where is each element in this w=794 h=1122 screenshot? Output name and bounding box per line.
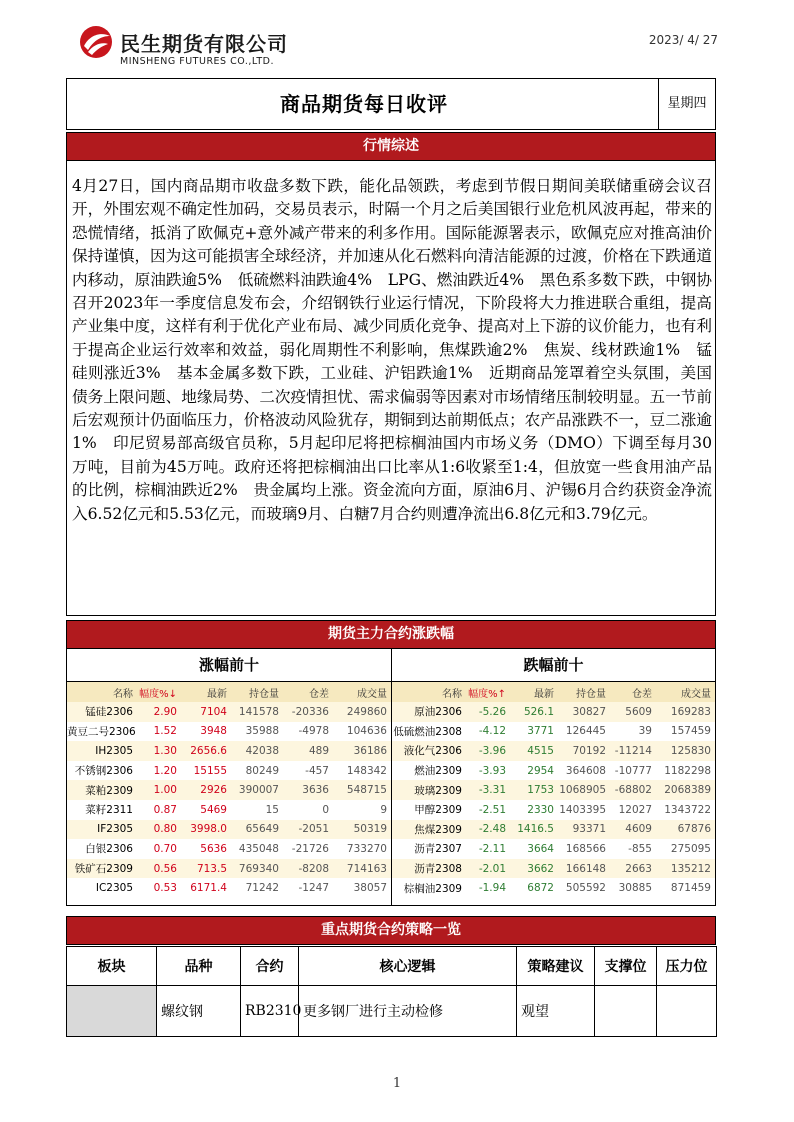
section-movers-header: 期货主力合约涨跌幅: [66, 620, 716, 649]
loser-row[interactable]: [392, 839, 715, 859]
gainer-last-price: 713.5: [181, 859, 231, 879]
loser-contract-name: 原油2306: [392, 702, 466, 722]
gainer-volume: 733270: [333, 839, 391, 859]
strategy-support-cell: [595, 986, 657, 1037]
loser-row[interactable]: [392, 878, 715, 898]
loser-change-pct: -3.96: [466, 741, 510, 761]
loser-volume: 157459: [656, 722, 715, 742]
strategy-commodity-cell: 螺纹钢: [157, 986, 241, 1037]
loser-last-price: 3771: [510, 722, 558, 742]
loser-oi-change: 2663: [610, 859, 656, 879]
gainer-row[interactable]: [67, 702, 391, 722]
gainer-contract-name: 不锈钢2306: [67, 761, 137, 781]
loser-open-interest: 1068905: [558, 780, 610, 800]
strategy-column-header: 合约: [241, 947, 299, 986]
loser-change-pct: -2.51: [466, 800, 510, 820]
gainer-change-pct: 2.90: [137, 702, 181, 722]
loser-volume: 1182298: [656, 761, 715, 781]
loser-change-pct: -2.48: [466, 820, 510, 840]
loser-volume: 2068389: [656, 780, 715, 800]
loser-change-pct: -1.94: [466, 878, 510, 898]
report-date: 2023/ 4/ 27: [648, 33, 718, 47]
gainer-last-price: 7104: [181, 702, 231, 722]
gainer-oi-change: -2051: [283, 820, 333, 840]
gainer-last-price: 6171.4: [181, 878, 231, 898]
gainer-row[interactable]: [67, 820, 391, 840]
gainer-oi-change: 489: [283, 741, 333, 761]
gainer-last-price: 3998.0: [181, 820, 231, 840]
strategy-column-header: 压力位: [657, 947, 717, 986]
loser-change-pct: -5.26: [466, 702, 510, 722]
gainer-volume: 104636: [333, 722, 391, 742]
gainer-volume: 9: [333, 800, 391, 820]
section-strategy-header: 重点期货合约策略一览: [66, 916, 716, 945]
loser-change-pct: -4.12: [466, 722, 510, 742]
loser-open-interest: 1403395: [558, 800, 610, 820]
loser-row[interactable]: [392, 780, 715, 800]
gainer-oi-change: -1247: [283, 878, 333, 898]
loser-oi-change: -855: [610, 839, 656, 859]
gainer-open-interest: 80249: [231, 761, 283, 781]
loser-open-interest: 126445: [558, 722, 610, 742]
gainer-open-interest: 35988: [231, 722, 283, 742]
gainer-row[interactable]: [67, 761, 391, 781]
gainer-open-interest: 141578: [231, 702, 283, 722]
loser-open-interest: 168566: [558, 839, 610, 859]
losers-panel: [392, 649, 715, 905]
loser-volume: 67876: [656, 820, 715, 840]
loser-row[interactable]: [392, 859, 715, 879]
loser-last-price: 6872: [510, 878, 558, 898]
loser-row[interactable]: [392, 741, 715, 761]
gainer-volume: 36186: [333, 741, 391, 761]
gainers-column-header[interactable]: 最新: [181, 682, 231, 702]
strategy-column-header: 核心逻辑: [299, 947, 517, 986]
loser-oi-change: -10777: [610, 761, 656, 781]
company-logo: [78, 24, 318, 74]
loser-last-price: 3664: [510, 839, 558, 859]
gainer-open-interest: 435048: [231, 839, 283, 859]
gainer-row[interactable]: [67, 722, 391, 742]
page-header: [0, 0, 794, 72]
losers-column-header[interactable]: 名称: [392, 682, 466, 702]
title-box: [66, 78, 716, 130]
loser-last-price: 1753: [510, 780, 558, 800]
gainer-open-interest: 15: [231, 800, 283, 820]
loser-contract-name: 棕榈油2309: [392, 878, 466, 898]
strategy-recommendation-cell: 观望: [517, 986, 595, 1037]
loser-contract-name: 燃油2309: [392, 761, 466, 781]
gainer-oi-change: -8208: [283, 859, 333, 879]
gainer-contract-name: IH2305: [67, 741, 137, 761]
loser-contract-name: 玻璃2309: [392, 780, 466, 800]
gainer-change-pct: 0.80: [137, 820, 181, 840]
gainer-volume: 249860: [333, 702, 391, 722]
loser-row[interactable]: [392, 761, 715, 781]
section-summary-header: 行情综述: [66, 132, 716, 161]
loser-oi-change: 30885: [610, 878, 656, 898]
loser-change-pct: -3.31: [466, 780, 510, 800]
loser-change-pct: -2.01: [466, 859, 510, 879]
gainer-open-interest: 42038: [231, 741, 283, 761]
loser-last-price: 2954: [510, 761, 558, 781]
loser-contract-name: 甲醇2309: [392, 800, 466, 820]
strategy-row: [67, 986, 717, 1037]
loser-volume: 871459: [656, 878, 715, 898]
loser-open-interest: 93371: [558, 820, 610, 840]
gainer-open-interest: 71242: [231, 878, 283, 898]
gainer-volume: 548715: [333, 780, 391, 800]
strategy-header-row: [67, 947, 717, 986]
loser-volume: 125830: [656, 741, 715, 761]
gainer-contract-name: 白银2306: [67, 839, 137, 859]
loser-volume: 135212: [656, 859, 715, 879]
strategy-column-header: 板块: [67, 947, 157, 986]
loser-last-price: 4515: [510, 741, 558, 761]
gainer-last-price: 5469: [181, 800, 231, 820]
gainer-change-pct: 0.87: [137, 800, 181, 820]
gainer-row[interactable]: [67, 800, 391, 820]
loser-oi-change: 39: [610, 722, 656, 742]
gainer-volume: 714163: [333, 859, 391, 879]
loser-row[interactable]: [392, 702, 715, 722]
loser-last-price: 1416.5: [510, 820, 558, 840]
movers-panel: [66, 648, 716, 906]
summary-box: [66, 160, 716, 616]
loser-contract-name: 沥青2308: [392, 859, 466, 879]
gainer-contract-name: 黄豆二号2306: [67, 722, 137, 742]
gainers-column-header[interactable]: 仓差: [283, 682, 333, 702]
page-title: 商品期货每日收评: [280, 92, 448, 116]
losers-column-header[interactable]: 最新: [510, 682, 558, 702]
strategy-column-header: 策略建议: [517, 947, 595, 986]
minsheng-logo-icon: [78, 24, 114, 60]
page-number: 1: [392, 1076, 402, 1091]
gainer-oi-change: 0: [283, 800, 333, 820]
gainer-last-price: 2656.6: [181, 741, 231, 761]
strategy-resistance-cell: [657, 986, 717, 1037]
strategy-core-logic-cell: 更多钢厂进行主动检修: [299, 986, 517, 1037]
loser-oi-change: -11214: [610, 741, 656, 761]
strategy-column-header: 品种: [157, 947, 241, 986]
loser-contract-name: 液化气2306: [392, 741, 466, 761]
gainer-change-pct: 1.20: [137, 761, 181, 781]
loser-last-price: 2330: [510, 800, 558, 820]
gainers-column-header[interactable]: 名称: [67, 682, 137, 702]
gainer-volume: 50319: [333, 820, 391, 840]
loser-last-price: 526.1: [510, 702, 558, 722]
loser-volume: 275095: [656, 839, 715, 859]
gainer-change-pct: 1.00: [137, 780, 181, 800]
gainer-change-pct: 0.53: [137, 878, 181, 898]
loser-contract-name: 沥青2307: [392, 839, 466, 859]
losers-header-row: [392, 682, 715, 702]
gainer-row[interactable]: [67, 839, 391, 859]
gainer-last-price: 2926: [181, 780, 231, 800]
loser-open-interest: 364608: [558, 761, 610, 781]
losers-column-header[interactable]: 持仓量: [558, 682, 610, 702]
weekday: 星期四: [658, 79, 715, 129]
losers-table: [392, 682, 715, 898]
loser-oi-change: 4609: [610, 820, 656, 840]
gainer-row[interactable]: [67, 741, 391, 761]
loser-open-interest: 505592: [558, 878, 610, 898]
loser-oi-change: 5609: [610, 702, 656, 722]
loser-open-interest: 166148: [558, 859, 610, 879]
gainer-last-price: 15155: [181, 761, 231, 781]
gainers-title: 涨幅前十: [67, 649, 391, 682]
company-name-cn: 民生期货有限公司: [120, 32, 288, 56]
strategy-table: [66, 946, 717, 1037]
gainers-header-row: [67, 682, 391, 702]
gainers-column-header[interactable]: 成交量: [333, 682, 391, 702]
loser-open-interest: 30827: [558, 702, 610, 722]
gainer-row[interactable]: [67, 780, 391, 800]
gainer-change-pct: 0.56: [137, 859, 181, 879]
gainer-contract-name: 菜粕2309: [67, 780, 137, 800]
gainer-open-interest: 65649: [231, 820, 283, 840]
losers-column-header[interactable]: 成交量: [656, 682, 715, 702]
loser-contract-name: 低硫燃油2308: [392, 722, 466, 742]
losers-title: 跌幅前十: [392, 649, 715, 682]
loser-volume: 169283: [656, 702, 715, 722]
gainer-open-interest: 390007: [231, 780, 283, 800]
losers-column-header[interactable]: 仓差: [610, 682, 656, 702]
gainers-column-header[interactable]: 持仓量: [231, 682, 283, 702]
gainer-oi-change: -4978: [283, 722, 333, 742]
loser-contract-name: 焦煤2309: [392, 820, 466, 840]
loser-row[interactable]: [392, 800, 715, 820]
loser-last-price: 3662: [510, 859, 558, 879]
gainer-change-pct: 1.52: [137, 722, 181, 742]
gainer-volume: 38057: [333, 878, 391, 898]
gainer-contract-name: 锰硅2306: [67, 702, 137, 722]
loser-volume: 1343722: [656, 800, 715, 820]
strategy-contract-cell: RB2310: [241, 986, 299, 1037]
gainer-row[interactable]: [67, 878, 391, 898]
gainer-oi-change: -21726: [283, 839, 333, 859]
gainer-last-price: 5636: [181, 839, 231, 859]
company-name-en: MINSHENG FUTURES CO.,LTD.: [120, 56, 274, 67]
gainer-oi-change: -457: [283, 761, 333, 781]
gainer-oi-change: -20336: [283, 702, 333, 722]
gainer-contract-name: 铁矿石2309: [67, 859, 137, 879]
summary-text: 4月27日，国内商品期市收盘多数下跌，能化品领跌，考虑到节假日期间美联储重磅会议召开，外围宏观不确定性加码，交易员表示，时隔一个月之后美国银行业危机风波再起，带来的恐慌情绪，抵消了欧佩克+意外减产带来的利多作用。国际能源署表示，欧佩克应对推高油价保持谨慎，因为这可能损害全球经济，并加速从化石燃料向清洁能源的过渡，价格在下跌通道内移动，原油跌逾5% 低硫燃料油跌逾4% LPG、燃油跌近4% 黑色系多数下跌，中钢协召开2023年一季度信息发布会，介绍钢铁行业运行情况，下阶段将大力推进联合重组，提高产业集中度，这样有利于优化产业布局、减少同质化竞争、提高对上下游的议价能力，也有利于提高企业运行效率和效益，弱化周期性不利影响，焦煤跌逾2% 焦炭、线材跌逾1% 锰硅则涨近3% 基本金属多数下跌，工业硅、沪铝跌逾1% 近期商品笼罩着空头氛围，美国债务上限问题、地缘局势、二次疫情担忧、需求偏弱等因素对市场情绪压制较明显。五一节前后宏观预计仍面临压力，价格波动风险犹存，期铜到达前期低点；农产品涨跌不一，豆二涨逾1% 印尼贸易部高级官员称，5月起印尼将把棕榈油国内市场义务（DMO）下调至每月30万吨，目前为45万吨。政府还将把棕榈油出口比率从1:6收紧至1:4，但放宽一些食用油产品的比例，棕榈油跌近2% 贵金属均上涨。资金流向方面，原油6月、沪锡6月合约获资金净流入6.52亿元和5.53亿元，而玻璃9月、白糖7月合约则遭净流出6.8亿元和3.79亿元。: [72, 177, 712, 523]
loser-change-pct: -2.11: [466, 839, 510, 859]
gainer-contract-name: IF2305: [67, 820, 137, 840]
gainers-column-header[interactable]: 幅度%↓: [137, 682, 181, 702]
loser-row[interactable]: [392, 820, 715, 840]
gainer-volume: 148342: [333, 761, 391, 781]
strategy-sector-cell: [67, 986, 157, 1037]
loser-oi-change: 12027: [610, 800, 656, 820]
loser-oi-change: -68802: [610, 780, 656, 800]
gainer-row[interactable]: [67, 859, 391, 879]
loser-open-interest: 70192: [558, 741, 610, 761]
gainers-table: [67, 682, 391, 898]
gainer-open-interest: 769340: [231, 859, 283, 879]
strategy-column-header: 支撑位: [595, 947, 657, 986]
gainer-change-pct: 1.30: [137, 741, 181, 761]
gainer-contract-name: IC2305: [67, 878, 137, 898]
gainer-oi-change: 3636: [283, 780, 333, 800]
gainer-contract-name: 菜籽2311: [67, 800, 137, 820]
gainer-change-pct: 0.70: [137, 839, 181, 859]
gainer-last-price: 3948: [181, 722, 231, 742]
loser-row[interactable]: [392, 722, 715, 742]
loser-change-pct: -3.93: [466, 761, 510, 781]
gainers-panel: [67, 649, 392, 905]
losers-column-header[interactable]: 幅度%↑: [466, 682, 510, 702]
